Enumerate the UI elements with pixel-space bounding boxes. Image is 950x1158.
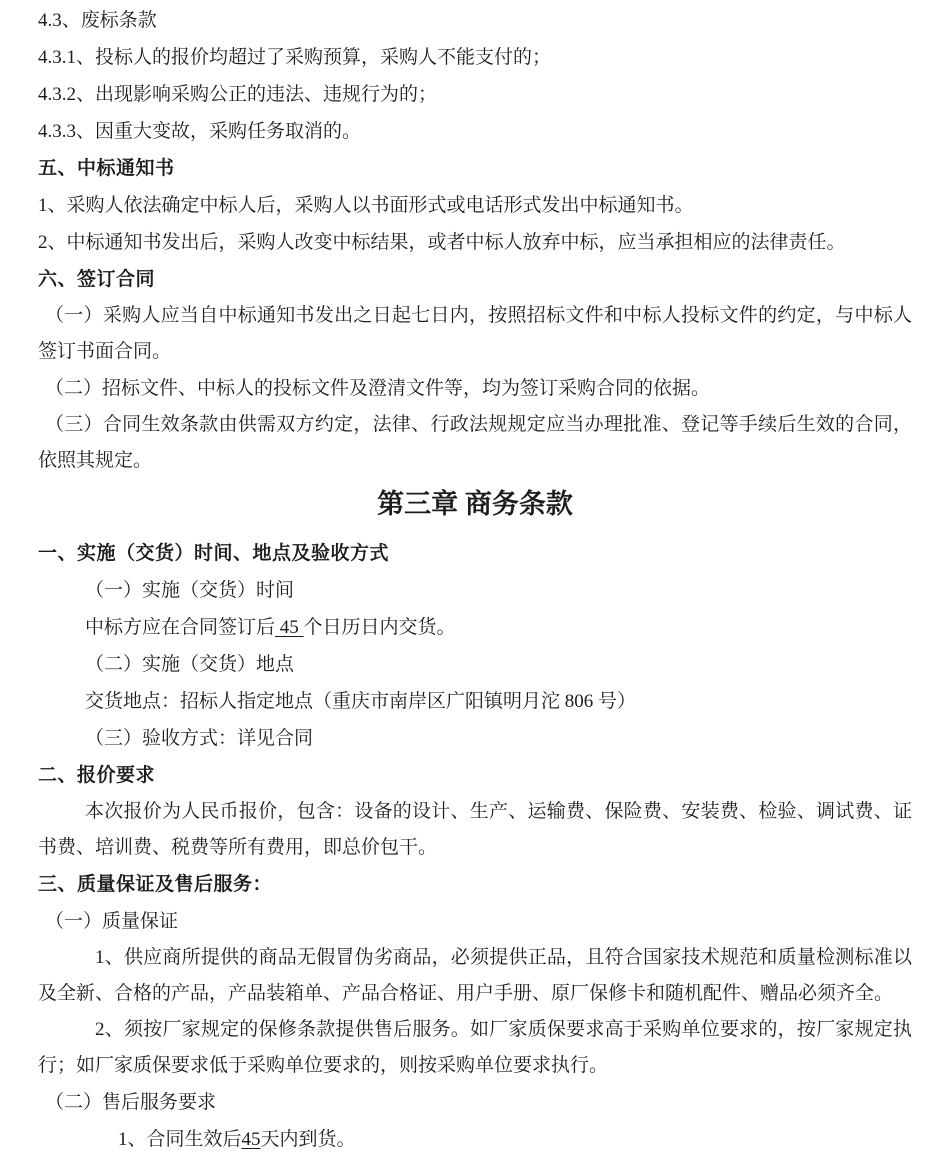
section-5-heading: 五、中标通知书 — [38, 158, 175, 179]
ch3-section-2-heading: 二、报价要求 — [38, 765, 156, 786]
section-6-item-3: （三）合同生效条款由供需双方约定，法律、行政法规规定应当办理批准、登记等手续后生效的合同，依照其规定。 — [38, 414, 912, 471]
delivery-time-text — [85, 609, 912, 646]
delivery-time-subheading: （一）实施（交货）时间 — [85, 580, 295, 601]
quotation-body: 本次报价为人民币报价，包含：设备的设计、生产、运输费、保险费、安装费、检验、调试费、证书费、培训费、税费等所有费用，即总价包干。 — [38, 801, 912, 858]
clause-4-3-title: 4.3、废标条款 — [38, 10, 157, 31]
clause-4-3-3: 4.3.3、因重大变故，采购任务取消的。 — [38, 121, 362, 142]
clause-4-3-2: 4.3.2、出现影响采购公正的违法、违规行为的； — [38, 84, 438, 105]
delivery-place-subheading: （二）实施（交货）地点 — [85, 654, 295, 675]
section-6-item-1: （一）采购人应当自中标通知书发出之日起七日内，按照招标文件和中标人投标文件的约定，与中标人签订书面合同。 — [38, 305, 912, 362]
arrival-pre: 1、合同生效后 — [118, 1129, 242, 1150]
arrival-time-text — [118, 1121, 912, 1158]
quality-item-1: 1、供应商所提供的商品无假冒伪劣商品，必须提供正品，且符合国家技术规范和质量检测标准以及全新、合格的产品，产品装箱单、产品合格证、用户手册、原厂保修卡和随机配件、赠品必须齐全。 — [38, 947, 912, 1004]
quality-item-2: 2、须按厂家规定的保修条款提供售后服务。如厂家质保要求高于采购单位要求的，按厂家规定执行；如厂家质保要求低于采购单位要求的，则按采购单位要求执行。 — [38, 1019, 912, 1076]
clause-4-3-1: 4.3.1、投标人的报价均超过了采购预算，采购人不能支付的； — [38, 47, 552, 68]
arrival-post: 天内到货。 — [260, 1129, 356, 1150]
delivery-time-post: 个日历日内交货。 — [303, 617, 456, 638]
after-sales-subheading: （二）售后服务要求 — [45, 1092, 217, 1113]
delivery-days-underline: 45 — [275, 617, 304, 638]
arrival-days-underline: 45 — [241, 1129, 261, 1150]
delivery-time-pre: 中标方应在合同签订后 — [85, 617, 276, 638]
acceptance-method-subheading: （三）验收方式：详见合同 — [85, 728, 314, 749]
chapter-3-title: 第三章 商务条款 — [377, 489, 573, 519]
section-6-item-2: （二）招标文件、中标人的投标文件及澄清文件等，均为签订采购合同的依据。 — [45, 378, 711, 399]
quality-assurance-subheading: （一）质量保证 — [45, 911, 179, 932]
ch3-section-3-heading: 三、质量保证及售后服务： — [38, 874, 273, 895]
ch3-section-1-heading: 一、实施（交货）时间、地点及验收方式 — [38, 543, 390, 564]
section-5-item-1: 1、采购人依法确定中标人后，采购人以书面形式或电话形式发出中标通知书。 — [38, 195, 694, 216]
section-6-heading: 六、签订合同 — [38, 269, 156, 290]
section-5-item-2: 2、中标通知书发出后，采购人改变中标结果，或者中标人放弃中标，应当承担相应的法律责任。 — [38, 232, 846, 253]
delivery-place-text: 交货地点：招标人指定地点（重庆市南岸区广阳镇明月沱 806 号） — [85, 691, 637, 712]
